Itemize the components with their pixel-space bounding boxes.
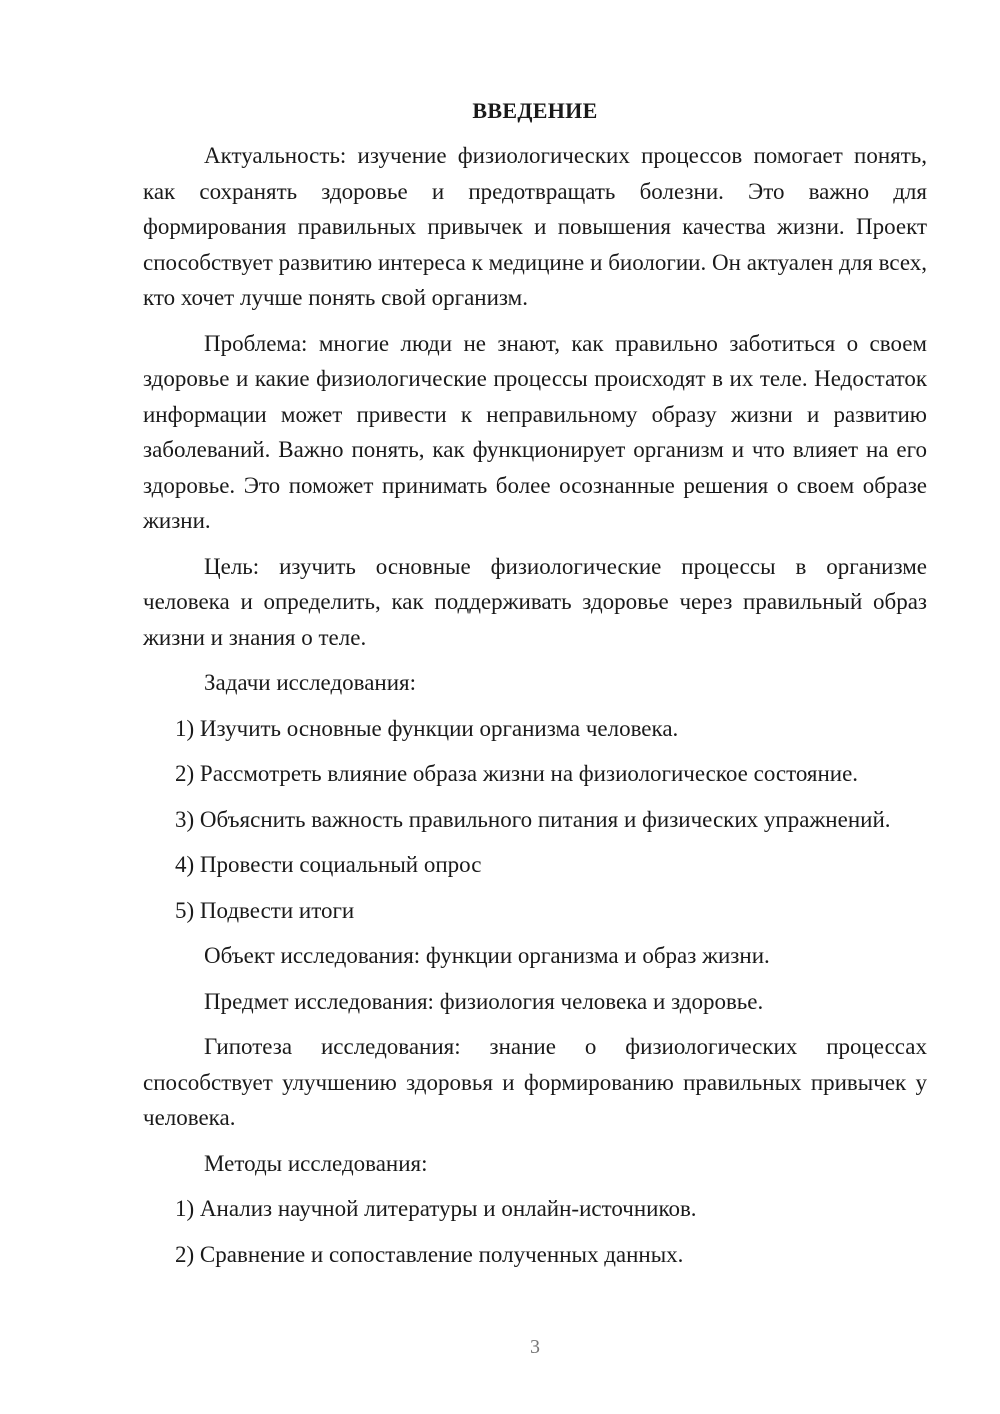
task-item: 4) Провести социальный опрос <box>175 852 482 877</box>
document-page <box>143 96 927 1282</box>
research-hypothesis: Гипотеза исследования: знание о физиологических процессах способствует улучшению здоровья и формированию правильных привычек у человека. <box>143 1034 927 1130</box>
method-item: 1) Анализ научной литературы и онлайн-источников. <box>175 1196 697 1221</box>
task-item: 5) Подвести итоги <box>175 897 355 923</box>
methods-heading: Методы исследования: <box>204 1150 428 1176</box>
task-item: 3) Объяснить важность правильного питания и физических упражнений. <box>175 806 891 832</box>
task-item: 2) Рассмотреть влияние образа жизни на физиологическое состояние. <box>175 761 859 786</box>
goal-paragraph: Цель: изучить основные физиологические процессы в организме человека и определить, как поддерживать здоровье через правильный образ жизни и знания о теле. <box>143 553 927 650</box>
problem-paragraph: Проблема: многие люди не знают, как правильно заботиться о своем здоровье и какие физиологические процессы происходят в их теле. Недостаток информации может привести к неправильному образу жизни и развитию заболеваний. Важно понять, как функционирует организм и что влияет на его здоровье. Это поможет принимать более осознанные решения о своем образе жизни. <box>143 330 927 533</box>
section-title: ВВЕДЕНИЕ <box>472 98 598 123</box>
page-number: 3 <box>530 1336 540 1358</box>
task-item: 1) Изучить основные функции организма человека. <box>175 715 679 741</box>
method-item: 2) Сравнение и сопоставление полученных данных. <box>175 1241 684 1267</box>
relevance-paragraph: Актуальность: изучение физиологических процессов помогает понять, как сохранять здоровье и предотвращать болезни. Это важно для формирования правильных привычек и повышения качества жизни. Проект способствует развитию интереса к медицине и биологии. Он актуален для всех, кто хочет лучше понять свой организм. <box>143 143 927 310</box>
research-subject: Предмет исследования: физиология человека и здоровье. <box>204 988 764 1014</box>
tasks-heading: Задачи исследования: <box>204 670 417 695</box>
research-object: Объект исследования: функции организма и образ жизни. <box>204 943 770 968</box>
